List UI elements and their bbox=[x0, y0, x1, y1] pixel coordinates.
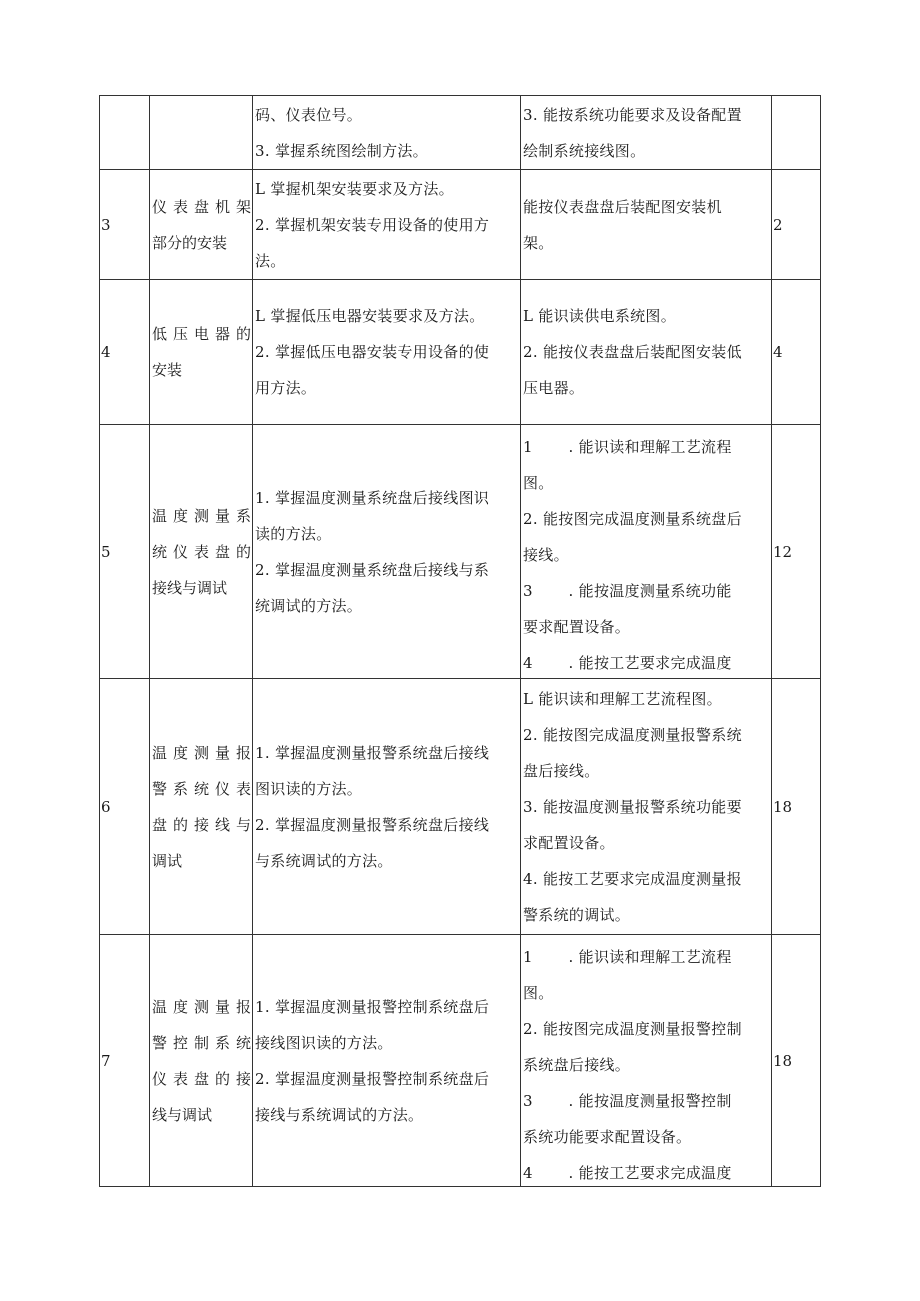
course-content-table bbox=[99, 95, 821, 1187]
hours-cell bbox=[772, 679, 821, 935]
skills-line: 压电器。 bbox=[523, 379, 585, 397]
skills-line: 系统功能要求配置设备。 bbox=[523, 1128, 692, 1146]
topic-cell bbox=[150, 425, 253, 679]
knowledge-line: 用方法。 bbox=[255, 379, 317, 397]
skills-line: L 能识读供电系统图。 bbox=[523, 307, 677, 325]
knowledge-line: L 掌握低压电器安装要求及方法。 bbox=[255, 307, 485, 325]
knowledge-line: 2. 掌握温度测量报警系统盘后接线 bbox=[255, 815, 490, 834]
sequence-number: 4 bbox=[101, 343, 111, 361]
topic-line: 温 度 测 量 报 bbox=[152, 743, 251, 762]
hours-value: 4 bbox=[773, 343, 783, 361]
knowledge-text bbox=[253, 171, 520, 279]
skills-line: 能按仪表盘盘后装配图安装机 bbox=[523, 197, 722, 216]
skills-line: 接线。 bbox=[523, 546, 569, 564]
skills-line: 4. 能按工艺要求完成温度测量报 bbox=[523, 870, 742, 888]
skills-line: 4 . 能按工艺要求完成温度 bbox=[523, 1164, 732, 1182]
knowledge-line: 与系统调试的方法。 bbox=[255, 851, 393, 870]
table-row bbox=[100, 96, 821, 170]
knowledge-line: 接线图识读的方法。 bbox=[255, 1033, 393, 1052]
skills-line: 3 . 能按温度测量报警控制 bbox=[523, 1092, 732, 1110]
knowledge-cell bbox=[253, 96, 521, 170]
knowledge-line: 接线与系统调试的方法。 bbox=[255, 1105, 424, 1124]
knowledge-cell bbox=[253, 935, 521, 1187]
topic-line: 低压电器的 bbox=[152, 325, 251, 343]
hours-value: 12 bbox=[773, 542, 793, 561]
topic-cell bbox=[150, 679, 253, 935]
knowledge-cell bbox=[253, 280, 521, 425]
knowledge-text bbox=[253, 298, 520, 406]
skills-text bbox=[521, 935, 771, 1186]
skills-cell bbox=[521, 425, 772, 679]
table-row bbox=[100, 170, 821, 280]
table-row bbox=[100, 425, 821, 679]
skills-line: 盘后接线。 bbox=[523, 762, 600, 780]
skills-line: 图。 bbox=[523, 984, 554, 1002]
knowledge-line: 2. 掌握机架安装专用设备的使用方 bbox=[255, 215, 490, 234]
table-row bbox=[100, 935, 821, 1187]
topic-line: 安装 bbox=[152, 361, 183, 379]
topic-line: 盘 的 接 线 与 bbox=[152, 815, 251, 834]
table-row bbox=[100, 679, 821, 935]
skills-line: 图。 bbox=[523, 474, 554, 492]
knowledge-line: 1. 掌握温度测量报警系统盘后接线 bbox=[255, 743, 490, 762]
table-row bbox=[100, 280, 821, 425]
skills-line: 1 . 能识读和理解工艺流程 bbox=[523, 438, 732, 456]
hours-cell bbox=[772, 96, 821, 170]
hours-value: 18 bbox=[773, 797, 793, 816]
skills-line: 2. 能按图完成温度测量报警系统 bbox=[523, 726, 742, 744]
knowledge-cell bbox=[253, 170, 521, 280]
topic-line: 部分的安装 bbox=[152, 233, 228, 252]
knowledge-line: 2. 掌握温度测量系统盘后接线与系 bbox=[255, 560, 490, 579]
skills-line: 1 . 能识读和理解工艺流程 bbox=[523, 948, 732, 966]
skills-text bbox=[521, 97, 771, 169]
knowledge-text bbox=[253, 480, 520, 624]
skills-line: 系统盘后接线。 bbox=[523, 1056, 631, 1074]
topic-line: 仪表盘机架 bbox=[152, 197, 251, 216]
topic-text bbox=[150, 498, 252, 606]
knowledge-cell bbox=[253, 425, 521, 679]
skills-line: 3. 能按系统功能要求及设备配置 bbox=[523, 105, 742, 124]
topic-cell bbox=[150, 280, 253, 425]
knowledge-text bbox=[253, 735, 520, 879]
knowledge-line: 图识读的方法。 bbox=[255, 779, 363, 798]
topic-line: 调试 bbox=[152, 851, 183, 870]
topic-line: 统 仪 表 盘 的 bbox=[152, 542, 251, 561]
skills-cell bbox=[521, 679, 772, 935]
sequence-number: 5 bbox=[101, 542, 111, 561]
knowledge-line: 1. 掌握温度测量报警控制系统盘后 bbox=[255, 997, 490, 1016]
sequence-cell bbox=[100, 280, 150, 425]
sequence-cell bbox=[100, 679, 150, 935]
skills-line: 架。 bbox=[523, 233, 554, 252]
skills-line: 要求配置设备。 bbox=[523, 618, 631, 636]
topic-text bbox=[150, 735, 252, 879]
skills-cell bbox=[521, 170, 772, 280]
skills-text bbox=[521, 425, 771, 678]
skills-line: 求配置设备。 bbox=[523, 834, 615, 852]
topic-text bbox=[150, 316, 252, 388]
topic-text bbox=[150, 989, 252, 1133]
knowledge-line: 1. 掌握温度测量系统盘后接线图识 bbox=[255, 488, 490, 507]
knowledge-line: 法。 bbox=[255, 251, 286, 270]
topic-cell bbox=[150, 96, 253, 170]
topic-cell bbox=[150, 170, 253, 280]
knowledge-line: 2. 掌握低压电器安装专用设备的使 bbox=[255, 343, 490, 361]
knowledge-line: 2. 掌握温度测量报警控制系统盘后 bbox=[255, 1069, 490, 1088]
hours-cell bbox=[772, 280, 821, 425]
topic-line: 温 度 测 量 系 bbox=[152, 506, 251, 525]
sequence-cell bbox=[100, 425, 150, 679]
knowledge-text bbox=[253, 97, 520, 169]
topic-line: 警 系 统 仪 表 bbox=[152, 779, 251, 798]
skills-line: 3. 能按温度测量报警系统功能要 bbox=[523, 798, 742, 816]
skills-line: 3 . 能按温度测量系统功能 bbox=[523, 582, 732, 600]
sequence-cell bbox=[100, 96, 150, 170]
skills-cell bbox=[521, 96, 772, 170]
topic-line: 警 控 制 系 统 bbox=[152, 1033, 251, 1052]
skills-line: 绘制系统接线图。 bbox=[523, 141, 646, 160]
skills-cell bbox=[521, 935, 772, 1187]
knowledge-line: 码、仪表位号。 bbox=[255, 105, 363, 124]
skills-text bbox=[521, 298, 771, 406]
hours-value: 18 bbox=[773, 1051, 793, 1070]
skills-text bbox=[521, 189, 771, 261]
topic-cell bbox=[150, 935, 253, 1187]
skills-text bbox=[521, 679, 771, 934]
skills-line: 4 . 能按工艺要求完成温度 bbox=[523, 654, 732, 672]
table-body bbox=[100, 96, 821, 1187]
sequence-cell bbox=[100, 935, 150, 1187]
hours-value: 2 bbox=[773, 215, 783, 234]
skills-line: L 能识读和理解工艺流程图。 bbox=[523, 690, 722, 708]
knowledge-line: 3. 掌握系统图绘制方法。 bbox=[255, 141, 428, 160]
topic-line: 仪 表 盘 的 接 bbox=[152, 1069, 251, 1088]
knowledge-cell bbox=[253, 679, 521, 935]
skills-line: 警系统的调试。 bbox=[523, 906, 631, 924]
sequence-number: 6 bbox=[101, 797, 111, 816]
topic-line: 接线与调试 bbox=[152, 578, 228, 597]
knowledge-line: 读的方法。 bbox=[255, 524, 332, 543]
skills-line: 2. 能按图完成温度测量报警控制 bbox=[523, 1020, 742, 1038]
knowledge-text bbox=[253, 989, 520, 1133]
hours-cell bbox=[772, 170, 821, 280]
sequence-number: 3 bbox=[101, 215, 111, 234]
skills-cell bbox=[521, 280, 772, 425]
knowledge-line: L 掌握机架安装要求及方法。 bbox=[255, 179, 454, 198]
sequence-cell bbox=[100, 170, 150, 280]
hours-cell bbox=[772, 425, 821, 679]
topic-line: 温 度 测 量 报 bbox=[152, 997, 251, 1016]
skills-line: 2. 能按仪表盘盘后装配图安装低 bbox=[523, 343, 742, 361]
skills-line: 2. 能按图完成温度测量系统盘后 bbox=[523, 510, 742, 528]
sequence-number: 7 bbox=[101, 1051, 111, 1070]
knowledge-line: 统调试的方法。 bbox=[255, 596, 363, 615]
topic-text bbox=[150, 189, 252, 261]
topic-line: 线与调试 bbox=[152, 1105, 213, 1124]
hours-cell bbox=[772, 935, 821, 1187]
